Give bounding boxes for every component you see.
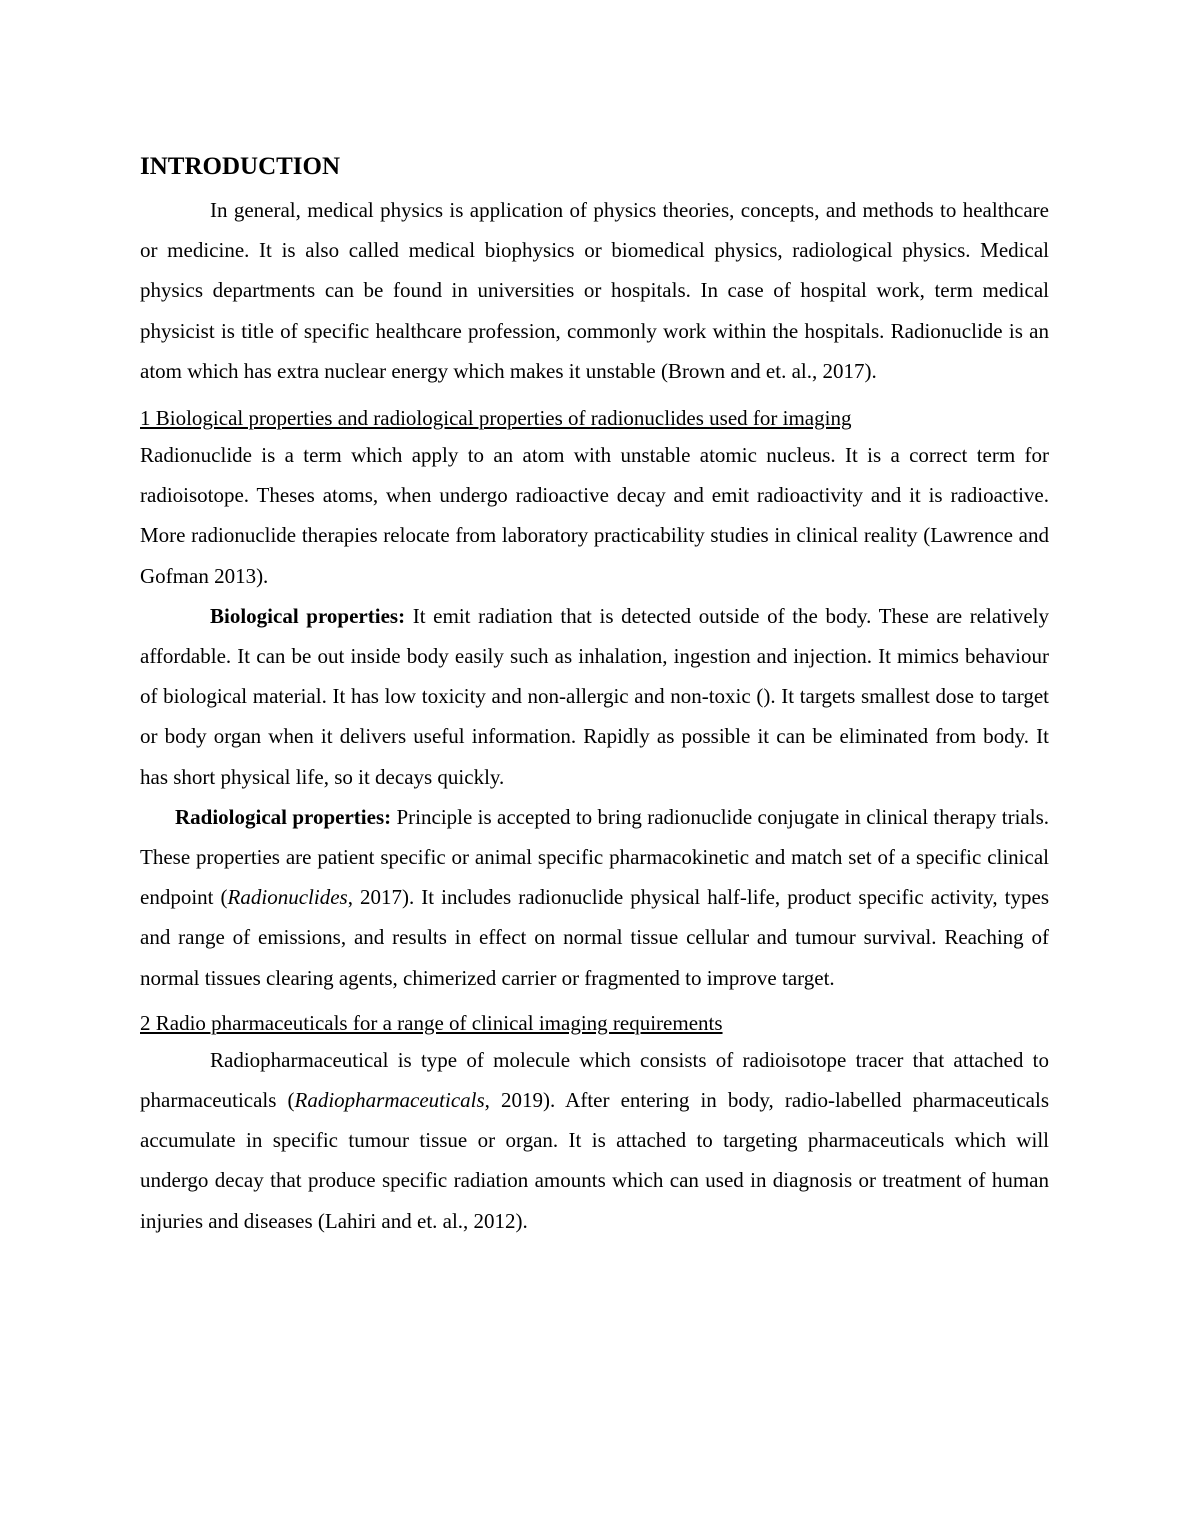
radiological-properties-text-2: , 2017). It includes radionuclide physical half-life, product specific activity, types and range of emissions, and results in effect on normal tissue cellular and tumour survival. Reaching of normal tissues clearing agents, chimerized carrier or fragmented to improve target. (140, 885, 1050, 990)
section-1-heading: 1 Biological properties and radiological properties of radionuclides used for imaging (140, 406, 852, 431)
section-2-text-2: , 2019). After entering in body, radio-labelled pharmaceuticals accumulate in specific tumour tissue or organ. It is attached to targeting pharmaceuticals which will undergo decay that produce specific radiation amounts which can used in diagnosis or treatment of human injuries and diseases (Lahiri and et. al., 2012). (140, 1088, 1050, 1233)
intro-paragraph: In general, medical physics is application of physics theories, concepts, and methods to healthcare or medicine. It is also called medical biophysics or biomedical physics, radiological physics. Medical physics departments can be found in universities or hospitals. In case of hospital work, term medical physicist is title of specific healthcare profession, commonly work within the hospitals. Radionuclide is an atom which has extra nuclear energy which makes it unstable (Brown and et. al., 2017). (140, 198, 1049, 383)
biological-properties-text: It emit radiation that is detected outside of the body. These are relatively affordable. It can be out inside body easily such as inhalation, ingestion and injection. It mimics behaviour of biological material. It has low toxicity and non-allergic and non-toxic (). It targets smallest dose to target or body organ when it delivers useful information. Rapidly as possible it can be eliminated from body. It has short physical life, so it decays quickly. (140, 603, 1049, 789)
radiological-properties-citation: Radionuclides (227, 885, 348, 910)
section-2-heading: 2 Radio pharmaceuticals for a range of clinical imaging requirements (140, 1010, 723, 1035)
radiological-properties-label: Radiological properties: (175, 804, 392, 829)
page-title: INTRODUCTION (140, 153, 341, 180)
section-2-text-1: Radiopharmaceutical is type of molecule which consists of radioisotope tracer that attached to pharmaceuticals ( (140, 1047, 1049, 1113)
section-2-citation: Radiopharmaceuticals (294, 1088, 485, 1113)
section-1-paragraph: Radionuclide is a term which apply to an atom with unstable atomic nucleus. It is a correct term for radioisotope. Theses atoms, when undergo radioactive decay and emit radioactivity and it is radioactive. More radionuclide therapies relocate from laboratory practicability studies in clinical reality (Lawrence and Gofman 2013). (140, 443, 1049, 588)
section-2-paragraph (140, 1040, 1049, 1241)
radiological-properties-text-1: Principle is accepted to bring radionuclide conjugate in clinical therapy trials. These properties are patient specific or animal specific pharmacokinetic and match set of a specific clinical endpoint ( (140, 804, 1049, 910)
radiological-properties-paragraph (140, 797, 1049, 998)
biological-properties-label: Biological properties: (210, 603, 406, 628)
document-page (140, 150, 1049, 1241)
biological-properties-paragraph (140, 596, 1049, 797)
